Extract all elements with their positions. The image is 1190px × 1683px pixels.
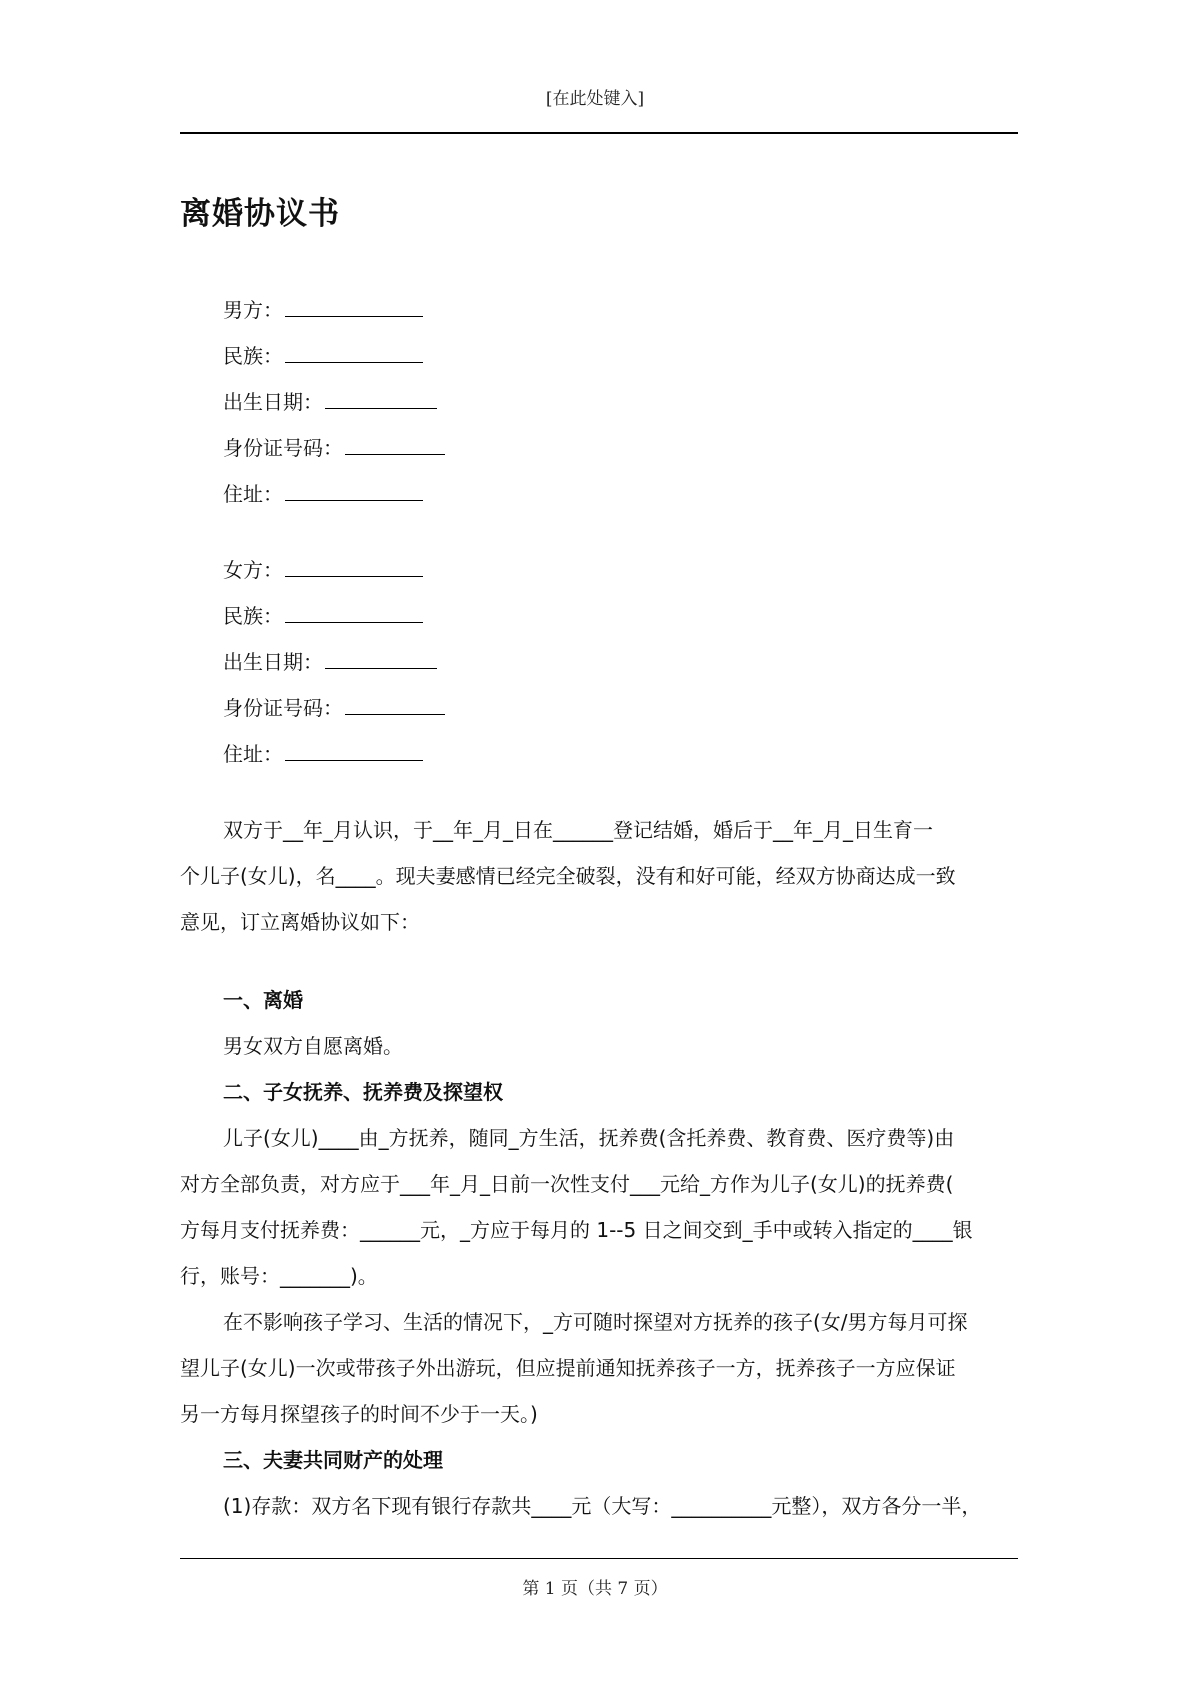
section-2-p1-line-4: 行，账号：_______)。 xyxy=(180,1264,378,1288)
section-2-p2-line-3: 另一方每月探望孩子的时间不少于一天。) xyxy=(180,1402,538,1426)
header-rule xyxy=(180,132,1018,134)
man-ethnicity-blank xyxy=(285,340,423,363)
man-id-label: 身份证号码： xyxy=(223,436,343,460)
man-name-field xyxy=(223,294,423,324)
man-address-field xyxy=(223,478,423,508)
man-birth-label: 出生日期： xyxy=(223,390,323,414)
section-2-p2-line-1: 在不影响孩子学习、生活的情况下，_方可随时探望对方抚养的孩子(女/男方每月可探 xyxy=(223,1310,968,1334)
man-id-blank xyxy=(345,432,445,455)
man-name-label: 男方： xyxy=(223,298,283,322)
section-1-body: 男女双方自愿离婚。 xyxy=(223,1034,403,1058)
section-2-heading: 二、子女抚养、抚养费及探望权 xyxy=(223,1080,503,1104)
man-address-label: 住址： xyxy=(223,482,283,506)
page-footer: 第 1 页（共 7 页） xyxy=(522,1579,668,1599)
woman-id-field xyxy=(223,692,445,722)
section-1-heading: 一、离婚 xyxy=(223,988,303,1012)
section-2-p1-line-3: 方每月支付抚养费：______元，_方应于每月的 1--5 日之间交到_手中或转入指定的____银 xyxy=(180,1218,973,1242)
intro-line-1: 双方于__年_月认识，于__年_月_日在______登记结婚，婚后于__年_月_日生育一 xyxy=(223,818,933,842)
woman-ethnicity-blank xyxy=(285,600,423,623)
footer-rule xyxy=(180,1558,1018,1559)
man-address-blank xyxy=(285,478,423,501)
woman-name-label: 女方： xyxy=(223,558,283,582)
intro-line-3: 意见，订立离婚协议如下： xyxy=(180,910,420,934)
section-2-p1-line-1: 儿子(女儿)____由_方抚养，随同_方生活，抚养费(含托养费、教育费、医疗费等)由 xyxy=(223,1126,955,1150)
woman-id-blank xyxy=(345,692,445,715)
man-ethnicity-field xyxy=(223,340,423,370)
woman-birth-blank xyxy=(325,646,437,669)
woman-address-blank xyxy=(285,738,423,761)
woman-ethnicity-label: 民族： xyxy=(223,604,283,628)
woman-birth-label: 出生日期： xyxy=(223,650,323,674)
woman-name-field xyxy=(223,554,423,584)
section-3-heading: 三、夫妻共同财产的处理 xyxy=(223,1448,443,1472)
man-birth-blank xyxy=(325,386,437,409)
section-2-p1-line-2: 对方全部负责，对方应于___年_月_日前一次性支付___元给_方作为儿子(女儿)的抚养费( xyxy=(180,1172,954,1196)
man-birth-field xyxy=(223,386,437,416)
section-3-p1-line-1: (1)存款：双方名下现有银行存款共____元（大写：__________元整），双方各分一半， xyxy=(223,1494,982,1518)
woman-id-label: 身份证号码： xyxy=(223,696,343,720)
woman-birth-field xyxy=(223,646,437,676)
section-2-p2-line-2: 望儿子(女儿)一次或带孩子外出游玩，但应提前通知抚养孩子一方，抚养孩子一方应保证 xyxy=(180,1356,956,1380)
woman-name-blank xyxy=(285,554,423,577)
page-header: [在此处键入] xyxy=(545,89,645,109)
man-id-field xyxy=(223,432,445,462)
man-name-blank xyxy=(285,294,423,317)
intro-line-2: 个儿子(女儿)，名____。现夫妻感情已经完全破裂，没有和好可能，经双方协商达成一致 xyxy=(180,864,956,888)
man-ethnicity-label: 民族： xyxy=(223,344,283,368)
woman-address-field xyxy=(223,738,423,768)
woman-address-label: 住址： xyxy=(223,742,283,766)
document-title: 离婚协议书 xyxy=(180,196,340,232)
woman-ethnicity-field xyxy=(223,600,423,630)
